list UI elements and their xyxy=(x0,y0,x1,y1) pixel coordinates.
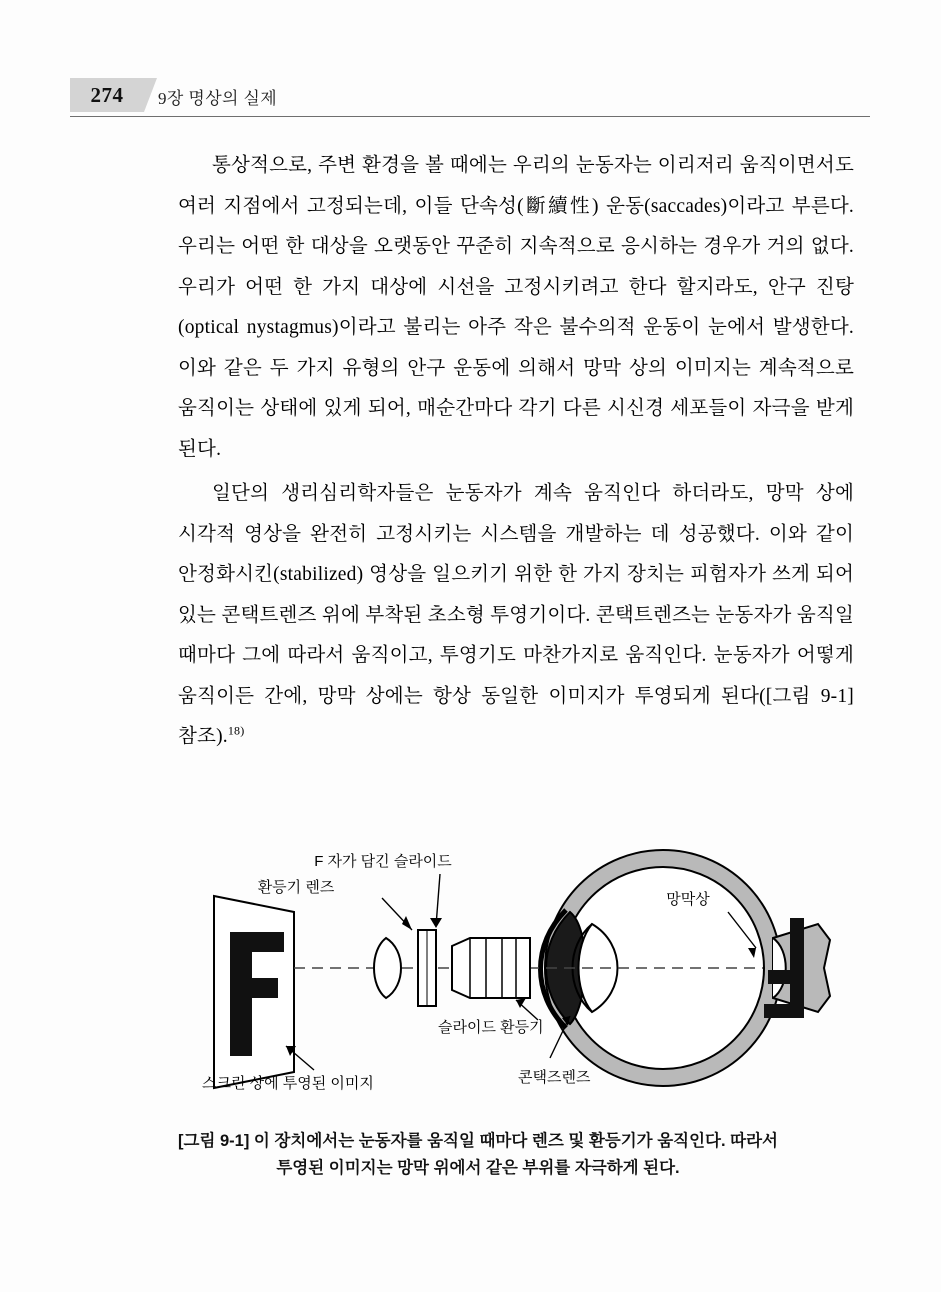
projector-lens-shape xyxy=(374,938,401,998)
page-number: 274 xyxy=(90,82,124,107)
page-header xyxy=(70,78,870,120)
label-projected-image: 스크린 상에 투영된 이미지 xyxy=(202,1075,374,1092)
label-retinal-image: 망막상 xyxy=(666,891,710,908)
figure-9-1 xyxy=(118,820,848,1120)
page-number-tab xyxy=(70,78,144,112)
slide-holder xyxy=(418,930,436,1006)
label-slide-with-f: F 자가 담긴 슬라이드 xyxy=(314,853,452,870)
paragraph-2-text: 일단의 생리심리학자들은 눈동자가 계속 움직인다 하더라도, 망막 상에 시각적 영상을 완전히 고정시키는 시스템을 개발하는 데 성공했다. 이와 같이 안정화시킨(stabilized) 영상을 일으키기 위한 한 가지 장치는 피험자가 쓰게 되어 있는 콘택트렌즈 위에 부착된 초소형 투영기이다. 콘택트렌즈는 눈동자가 움직일 때마다 그에 따라서 움직이고, 투영기도 마찬가지로 움직인다. 눈동자가 어떻게 움직이든 간에, 망막 상에는 항상 동일한 이미지가 투영되게 된다([그림 9-1] 참조). xyxy=(178,483,854,747)
paragraph-1: 통상적으로, 주변 환경을 볼 때에는 우리의 눈동자는 이리저리 움직이면서도 여러 지점에서 고정되는데, 이들 단속성(斷續性) 운동(saccades)이라고 부른다. 우리는 어떤 한 대상을 오랫동안 꾸준히 지속적으로 응시하는 경우가 거의 없다. 우리가 어떤 한 가지 대상에 시선을 고정시키려고 한다 할지라도, 안구 진탕(optical nystagmus)이라고 불리는 아주 작은 불수의적 운동이 눈에서 발생한다. 이와 같은 두 가지 유형의 안구 운동에 의해서 망막 상의 이미지는 계속적으로 움직이는 상태에 있게 되어, 매순간마다 각기 다른 시신경 세포들이 자극을 받게 된다. xyxy=(178,155,854,460)
label-slide-projector: 슬라이드 환등기 xyxy=(438,1019,544,1036)
paragraph-2 xyxy=(178,474,854,758)
label-contact-lens: 콘택즈렌즈 xyxy=(518,1069,591,1086)
header-divider xyxy=(70,116,870,117)
figure-caption: [그림 9-1] 이 장치에서는 눈동자를 움직일 때마다 렌즈 및 환등기가 움직인다. 따라서 투영된 이미지는 망막 위에서 같은 부위를 자극하게 된다. xyxy=(178,1132,778,1177)
chapter-title: 9장 명상의 실제 xyxy=(158,89,278,108)
footnote-marker: 18) xyxy=(227,723,245,738)
label-projector-lens: 환등기 렌즈 xyxy=(257,879,335,896)
projection-screen xyxy=(214,896,294,1088)
body-text xyxy=(178,146,854,762)
slide-projector-shape xyxy=(452,938,530,998)
